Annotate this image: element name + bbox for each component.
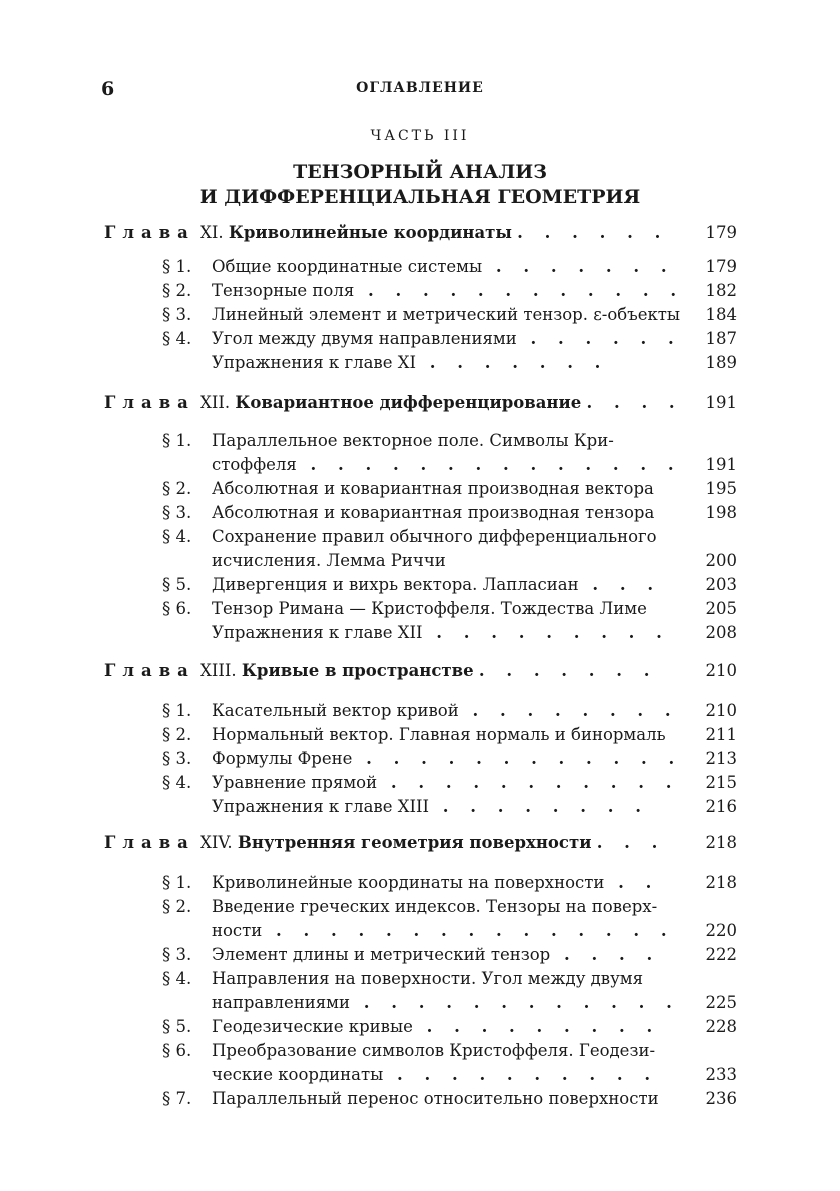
part-title-line2: И ДИФФЕРЕНЦИАЛЬНАЯ ГЕОМЕТРИЯ	[199, 186, 641, 208]
leader-dots: . . . . . . . . .	[412, 1017, 661, 1036]
section-row	[162, 574, 661, 596]
section-row	[162, 872, 659, 894]
chapter-label: Глава	[104, 833, 195, 852]
section-title: Дивергенция и вихрь вектора. Лапласиан	[212, 575, 579, 594]
chapter-title: Ковариантное дифференцирование	[235, 393, 582, 412]
leader-dots: . . . . . .	[516, 329, 682, 348]
section-page: 182	[705, 281, 737, 300]
leader-dots: . . . . . . . . . . . .	[352, 749, 683, 768]
leader-dots: . . . . . . .	[478, 661, 658, 680]
section-row	[162, 280, 684, 302]
chapter-title: Криволинейные координаты	[228, 223, 512, 242]
chapter-number: XII.	[200, 393, 231, 412]
section-title: Элемент длины и метрический тензор	[212, 945, 551, 964]
section-page: 203	[705, 575, 737, 594]
chapter-page: 210	[705, 661, 737, 680]
chapter-row	[104, 660, 658, 682]
section-page: 225	[705, 993, 737, 1012]
section-page: 191	[705, 455, 737, 474]
section-number: § 3.	[162, 749, 192, 768]
section-page: 205	[705, 599, 737, 618]
section-page: 211	[705, 725, 737, 744]
section-row	[162, 772, 680, 794]
section-title: Линейный элемент и метрический тензор. ε-объекты	[212, 305, 681, 324]
leader-dots: . . . .	[586, 393, 683, 412]
chapter-label: Глава	[104, 393, 195, 412]
section-number: § 3.	[162, 503, 192, 522]
section-row	[162, 502, 654, 524]
section-page: 210	[705, 701, 737, 720]
section-page: 236	[705, 1089, 737, 1108]
section-row	[162, 526, 657, 548]
section-number: § 7.	[162, 1089, 192, 1108]
section-title: Касательный вектор кривой	[212, 701, 459, 720]
leader-dots: . . . . . . . .	[429, 797, 649, 816]
chapter-row	[104, 392, 683, 414]
section-page: 184	[705, 305, 737, 324]
section-number: § 5.	[162, 1017, 192, 1036]
section-page: 218	[705, 873, 737, 892]
part-label: ЧАСТЬ III	[370, 128, 470, 144]
section-title-continued: исчисления. Лемма Риччи	[212, 551, 446, 570]
section-title: Упражнения к главе XI	[212, 353, 416, 372]
section-title: Тензорные поля	[212, 281, 355, 300]
section-title: Общие координатные системы	[212, 257, 483, 276]
section-number: § 2.	[162, 479, 192, 498]
section-page: 216	[705, 797, 737, 816]
section-title-continued: ности	[212, 921, 263, 940]
chapter-number: XIV.	[200, 833, 233, 852]
section-number: § 6.	[162, 599, 192, 618]
exercises-row	[212, 796, 649, 818]
section-row-continued	[212, 1064, 658, 1086]
section-row-continued	[212, 920, 675, 942]
section-title: Направления на поверхности. Угол между двумя	[212, 969, 644, 988]
section-page: 208	[705, 623, 737, 642]
section-page: 220	[705, 921, 737, 940]
chapter-title: Внутренняя геометрия поверхности	[237, 833, 592, 852]
section-page: 189	[705, 353, 737, 372]
section-number: § 2.	[162, 897, 192, 916]
section-title: Упражнения к главе XIII	[212, 797, 430, 816]
section-page: 198	[705, 503, 737, 522]
section-page: 195	[705, 479, 737, 498]
section-number: § 5.	[162, 575, 192, 594]
section-row	[162, 700, 679, 722]
leader-dots: . . . . . . . . . . . .	[350, 993, 680, 1012]
section-row	[162, 256, 675, 278]
section-number: § 4.	[162, 527, 192, 546]
section-row-continued	[212, 992, 680, 1014]
section-page: 179	[705, 257, 737, 276]
chapter-number: XIII.	[200, 661, 237, 680]
section-row	[162, 478, 654, 500]
section-row	[162, 304, 680, 326]
section-title: Геодезические кривые	[212, 1017, 413, 1036]
section-number: § 4.	[162, 773, 192, 792]
part-title-line1: ТЕНЗОРНЫЙ АНАЛИЗ	[293, 161, 547, 183]
chapter-page: 218	[705, 833, 737, 852]
section-number: § 3.	[162, 305, 192, 324]
leader-dots: . . . . . . . . . . . . . .	[296, 455, 682, 474]
page-number: 6	[101, 78, 115, 100]
section-row	[162, 598, 647, 620]
section-number: § 4.	[162, 969, 192, 988]
section-title: Нормальный вектор. Главная нормаль и бинормаль	[212, 725, 666, 744]
section-title: Угол между двумя направлениями	[212, 329, 517, 348]
chapter-row	[104, 832, 665, 854]
section-title: Введение греческих индексов. Тензоры на поверх-	[212, 897, 658, 916]
section-row	[162, 1088, 659, 1110]
leader-dots: . . . . . . . . . . .	[377, 773, 680, 792]
section-page: 187	[705, 329, 737, 348]
section-page: 200	[705, 551, 737, 570]
leader-dots: . . . . . . . .	[458, 701, 679, 720]
chapter-label: Глава	[104, 661, 195, 680]
exercises-row	[212, 352, 608, 374]
section-number: § 1.	[162, 701, 192, 720]
section-title: Уравнение прямой	[212, 773, 378, 792]
exercises-row	[212, 622, 670, 644]
section-number: § 1.	[162, 873, 192, 892]
section-title: Упражнения к главе XII	[212, 623, 423, 642]
section-title: Параллельный перенос относительно поверхности	[212, 1089, 659, 1108]
section-number: § 1.	[162, 431, 192, 450]
section-title: Криволинейные координаты на поверхности	[212, 873, 605, 892]
leader-dots: . .	[604, 873, 660, 892]
section-row	[162, 1016, 660, 1038]
leader-dots: . . . .	[550, 945, 661, 964]
section-title-continued: стоффеля	[212, 455, 297, 474]
section-row	[162, 968, 643, 990]
section-row-continued	[212, 550, 446, 572]
section-number: § 3.	[162, 945, 192, 964]
leader-dots: . . . . . . .	[482, 257, 675, 276]
chapter-page: 179	[705, 223, 737, 242]
section-number: § 2.	[162, 725, 192, 744]
leader-dots: . . .	[596, 833, 666, 852]
section-title: Формулы Френе	[212, 749, 353, 768]
section-row	[162, 1040, 655, 1062]
running-title: ОГЛАВЛЕНИЕ	[356, 80, 484, 96]
section-number: § 2.	[162, 281, 192, 300]
section-page: 233	[705, 1065, 737, 1084]
leader-dots: . . . . . . . . . . . . . . .	[262, 921, 675, 940]
section-page: 215	[705, 773, 737, 792]
section-page: 222	[705, 945, 737, 964]
section-title: Сохранение правил обычного дифференциального	[212, 527, 657, 546]
section-row	[162, 430, 614, 452]
section-title: Абсолютная и ковариантная производная тензора	[212, 503, 655, 522]
chapter-label: Глава	[104, 223, 195, 242]
section-row	[162, 724, 666, 746]
section-title: Абсолютная и ковариантная производная вектора	[212, 479, 654, 498]
section-title: Тензор Римана — Кристоффеля. Тождества Лиме	[212, 599, 647, 618]
leader-dots: . . . . . . . . . .	[383, 1065, 659, 1084]
section-row	[162, 896, 657, 918]
section-title-continued: направлениями	[212, 993, 351, 1012]
section-number: § 6.	[162, 1041, 192, 1060]
leader-dots: . . . . . . . . . . . .	[354, 281, 685, 300]
section-title-continued: ческие координаты	[212, 1065, 384, 1084]
chapter-row	[104, 222, 668, 244]
section-title: Параллельное векторное поле. Символы Кри-	[212, 431, 614, 450]
leader-dots: . . . . . .	[517, 223, 669, 242]
section-page: 213	[705, 749, 737, 768]
section-page: 228	[705, 1017, 737, 1036]
leader-dots: . . . . . . . . .	[422, 623, 670, 642]
section-row	[162, 944, 660, 966]
leader-dots: . . . . . . .	[416, 353, 609, 372]
leader-dots: . . .	[578, 575, 662, 594]
section-number: § 4.	[162, 329, 192, 348]
section-title: Преобразование символов Кристоффеля. Геодези-	[212, 1041, 656, 1060]
chapter-page: 191	[705, 393, 737, 412]
chapter-title: Кривые в пространстве	[241, 661, 474, 680]
section-row	[162, 748, 682, 770]
section-row-continued	[212, 454, 682, 476]
section-row	[162, 328, 682, 350]
section-number: § 1.	[162, 257, 192, 276]
chapter-number: XI.	[200, 223, 224, 242]
